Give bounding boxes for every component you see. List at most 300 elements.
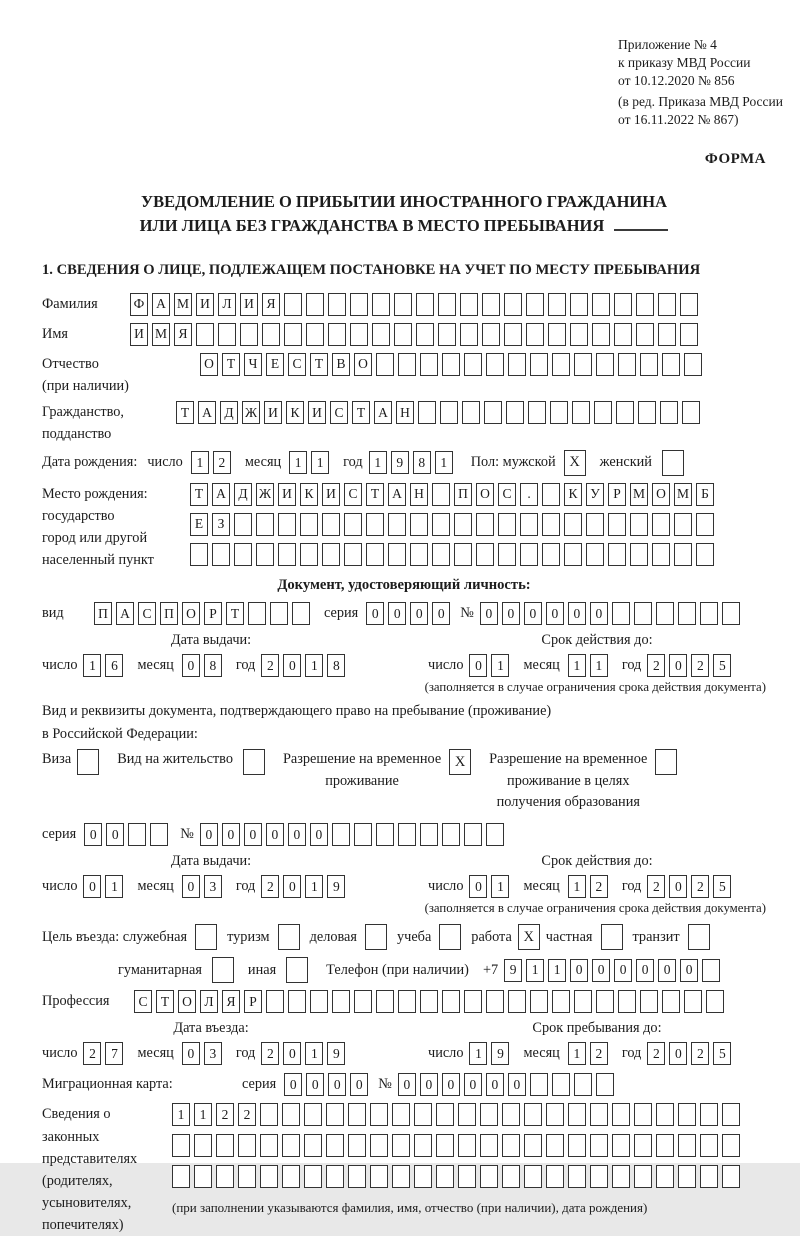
char-cell[interactable]: [564, 543, 582, 566]
char-cell[interactable]: Ж: [256, 483, 274, 506]
char-cell[interactable]: [432, 543, 450, 566]
char-cell[interactable]: Л: [218, 293, 236, 316]
char-cell[interactable]: [498, 513, 516, 536]
char-cell[interactable]: 0: [669, 1042, 687, 1065]
char-cell[interactable]: [278, 513, 296, 536]
char-cell[interactable]: [482, 323, 500, 346]
char-cell[interactable]: 0: [283, 654, 301, 677]
char-cell[interactable]: 3: [204, 875, 222, 898]
char-cell[interactable]: К: [564, 483, 582, 506]
char-cell[interactable]: [442, 990, 460, 1013]
char-cell[interactable]: [414, 1134, 432, 1157]
char-cell[interactable]: [388, 513, 406, 536]
char-cell[interactable]: [658, 323, 676, 346]
char-cell[interactable]: 1: [526, 959, 544, 982]
char-cell[interactable]: 0: [283, 875, 301, 898]
char-cell[interactable]: 0: [84, 823, 102, 846]
char-cell[interactable]: 1: [289, 451, 307, 474]
char-cell[interactable]: [248, 602, 266, 625]
char-cell[interactable]: [722, 1103, 740, 1126]
char-cell[interactable]: [332, 823, 350, 846]
char-cell[interactable]: [498, 543, 516, 566]
char-cell[interactable]: [238, 1165, 256, 1188]
char-cell[interactable]: Д: [220, 401, 238, 424]
char-cell[interactable]: 0: [420, 1073, 438, 1096]
temp-residence-checkbox[interactable]: X: [449, 749, 471, 775]
gender-male-checkbox[interactable]: X: [564, 450, 586, 476]
char-cell[interactable]: Д: [234, 483, 252, 506]
char-cell[interactable]: Р: [608, 483, 626, 506]
char-cell[interactable]: [414, 1165, 432, 1188]
char-cell[interactable]: [442, 353, 460, 376]
char-cell[interactable]: [542, 513, 560, 536]
char-cell[interactable]: [260, 1165, 278, 1188]
char-cell[interactable]: [288, 990, 306, 1013]
char-cell[interactable]: [662, 990, 680, 1013]
char-cell[interactable]: [256, 543, 274, 566]
char-cell[interactable]: С: [288, 353, 306, 376]
temp-residence-edu-checkbox[interactable]: [655, 749, 677, 775]
char-cell[interactable]: [240, 323, 258, 346]
char-cell[interactable]: 1: [548, 959, 566, 982]
char-cell[interactable]: [440, 401, 458, 424]
char-cell[interactable]: [376, 823, 394, 846]
char-cell[interactable]: [520, 543, 538, 566]
char-cell[interactable]: 0: [182, 1042, 200, 1065]
char-cell[interactable]: А: [152, 293, 170, 316]
char-cell[interactable]: [304, 1165, 322, 1188]
char-cell[interactable]: [326, 1103, 344, 1126]
char-cell[interactable]: 2: [213, 451, 231, 474]
char-cell[interactable]: [480, 1103, 498, 1126]
char-cell[interactable]: [484, 401, 502, 424]
char-cell[interactable]: [322, 543, 340, 566]
char-cell[interactable]: [506, 401, 524, 424]
char-cell[interactable]: [282, 1103, 300, 1126]
char-cell[interactable]: [322, 513, 340, 536]
char-cell[interactable]: Н: [396, 401, 414, 424]
char-cell[interactable]: [504, 293, 522, 316]
char-cell[interactable]: Т: [222, 353, 240, 376]
char-cell[interactable]: [552, 990, 570, 1013]
char-cell[interactable]: 5: [713, 654, 731, 677]
char-cell[interactable]: Т: [190, 483, 208, 506]
char-cell[interactable]: 2: [647, 1042, 665, 1065]
char-cell[interactable]: [568, 1134, 586, 1157]
char-cell[interactable]: [618, 353, 636, 376]
char-cell[interactable]: [370, 1103, 388, 1126]
char-cell[interactable]: [212, 543, 230, 566]
char-cell[interactable]: Е: [266, 353, 284, 376]
visa-checkbox[interactable]: [77, 749, 99, 775]
char-cell[interactable]: М: [174, 293, 192, 316]
char-cell[interactable]: 1: [568, 654, 586, 677]
char-cell[interactable]: 2: [216, 1103, 234, 1126]
purpose-study-checkbox[interactable]: [439, 924, 461, 950]
char-cell[interactable]: [636, 293, 654, 316]
char-cell[interactable]: [674, 543, 692, 566]
char-cell[interactable]: [436, 1134, 454, 1157]
char-cell[interactable]: [616, 401, 634, 424]
char-cell[interactable]: 2: [590, 875, 608, 898]
char-cell[interactable]: [194, 1134, 212, 1157]
char-cell[interactable]: Т: [310, 353, 328, 376]
char-cell[interactable]: Т: [176, 401, 194, 424]
char-cell[interactable]: 9: [491, 1042, 509, 1065]
char-cell[interactable]: 0: [508, 1073, 526, 1096]
char-cell[interactable]: П: [454, 483, 472, 506]
char-cell[interactable]: [458, 1165, 476, 1188]
char-cell[interactable]: [526, 293, 544, 316]
char-cell[interactable]: [700, 1165, 718, 1188]
char-cell[interactable]: [612, 1134, 630, 1157]
char-cell[interactable]: [348, 1134, 366, 1157]
char-cell[interactable]: [502, 1134, 520, 1157]
char-cell[interactable]: [282, 1134, 300, 1157]
char-cell[interactable]: [310, 990, 328, 1013]
char-cell[interactable]: [640, 353, 658, 376]
char-cell[interactable]: [656, 1103, 674, 1126]
char-cell[interactable]: [590, 1165, 608, 1188]
char-cell[interactable]: 0: [486, 1073, 504, 1096]
char-cell[interactable]: Б: [696, 483, 714, 506]
char-cell[interactable]: [658, 293, 676, 316]
purpose-private-checkbox[interactable]: [601, 924, 623, 950]
char-cell[interactable]: [660, 401, 678, 424]
char-cell[interactable]: 0: [244, 823, 262, 846]
char-cell[interactable]: [618, 990, 636, 1013]
char-cell[interactable]: [216, 1134, 234, 1157]
char-cell[interactable]: [586, 543, 604, 566]
char-cell[interactable]: [284, 323, 302, 346]
char-cell[interactable]: [546, 1103, 564, 1126]
char-cell[interactable]: [652, 543, 670, 566]
char-cell[interactable]: 2: [647, 875, 665, 898]
char-cell[interactable]: [414, 1103, 432, 1126]
char-cell[interactable]: 0: [658, 959, 676, 982]
char-cell[interactable]: [552, 1073, 570, 1096]
char-cell[interactable]: Е: [190, 513, 208, 536]
char-cell[interactable]: [590, 1134, 608, 1157]
char-cell[interactable]: [678, 1134, 696, 1157]
char-cell[interactable]: [460, 323, 478, 346]
char-cell[interactable]: У: [586, 483, 604, 506]
char-cell[interactable]: 1: [305, 1042, 323, 1065]
char-cell[interactable]: [574, 1073, 592, 1096]
char-cell[interactable]: И: [240, 293, 258, 316]
char-cell[interactable]: С: [134, 990, 152, 1013]
char-cell[interactable]: [612, 1165, 630, 1188]
char-cell[interactable]: [216, 1165, 234, 1188]
char-cell[interactable]: 0: [614, 959, 632, 982]
char-cell[interactable]: [486, 990, 504, 1013]
char-cell[interactable]: 0: [306, 1073, 324, 1096]
char-cell[interactable]: [684, 353, 702, 376]
char-cell[interactable]: [372, 293, 390, 316]
char-cell[interactable]: И: [130, 323, 148, 346]
char-cell[interactable]: 0: [464, 1073, 482, 1096]
char-cell[interactable]: В: [332, 353, 350, 376]
char-cell[interactable]: [548, 293, 566, 316]
char-cell[interactable]: 1: [194, 1103, 212, 1126]
char-cell[interactable]: О: [182, 602, 200, 625]
char-cell[interactable]: А: [374, 401, 392, 424]
char-cell[interactable]: [460, 293, 478, 316]
char-cell[interactable]: .: [520, 483, 538, 506]
char-cell[interactable]: [306, 323, 324, 346]
char-cell[interactable]: 1: [369, 451, 387, 474]
char-cell[interactable]: [564, 513, 582, 536]
char-cell[interactable]: 1: [105, 875, 123, 898]
char-cell[interactable]: Т: [156, 990, 174, 1013]
char-cell[interactable]: [574, 990, 592, 1013]
char-cell[interactable]: [678, 602, 696, 625]
char-cell[interactable]: [420, 990, 438, 1013]
char-cell[interactable]: [680, 293, 698, 316]
char-cell[interactable]: 1: [305, 654, 323, 677]
char-cell[interactable]: [458, 1103, 476, 1126]
char-cell[interactable]: 1: [590, 654, 608, 677]
char-cell[interactable]: А: [116, 602, 134, 625]
char-cell[interactable]: И: [264, 401, 282, 424]
char-cell[interactable]: [326, 1134, 344, 1157]
char-cell[interactable]: К: [286, 401, 304, 424]
char-cell[interactable]: 0: [350, 1073, 368, 1096]
char-cell[interactable]: [530, 353, 548, 376]
char-cell[interactable]: [388, 543, 406, 566]
char-cell[interactable]: [502, 1165, 520, 1188]
char-cell[interactable]: О: [200, 353, 218, 376]
char-cell[interactable]: [418, 401, 436, 424]
char-cell[interactable]: [442, 823, 460, 846]
char-cell[interactable]: [630, 543, 648, 566]
char-cell[interactable]: [436, 1103, 454, 1126]
char-cell[interactable]: [328, 293, 346, 316]
char-cell[interactable]: 2: [691, 875, 709, 898]
char-cell[interactable]: [462, 401, 480, 424]
char-cell[interactable]: 0: [310, 823, 328, 846]
char-cell[interactable]: [722, 1165, 740, 1188]
char-cell[interactable]: [282, 1165, 300, 1188]
char-cell[interactable]: 2: [261, 654, 279, 677]
char-cell[interactable]: [476, 513, 494, 536]
char-cell[interactable]: С: [330, 401, 348, 424]
char-cell[interactable]: 9: [327, 1042, 345, 1065]
char-cell[interactable]: [524, 1134, 542, 1157]
char-cell[interactable]: М: [152, 323, 170, 346]
char-cell[interactable]: 0: [592, 959, 610, 982]
char-cell[interactable]: [260, 1134, 278, 1157]
char-cell[interactable]: О: [354, 353, 372, 376]
char-cell[interactable]: [350, 293, 368, 316]
char-cell[interactable]: [172, 1165, 190, 1188]
char-cell[interactable]: [464, 990, 482, 1013]
char-cell[interactable]: 0: [388, 602, 406, 625]
char-cell[interactable]: 0: [328, 1073, 346, 1096]
char-cell[interactable]: [128, 823, 146, 846]
gender-female-checkbox[interactable]: [662, 450, 684, 476]
char-cell[interactable]: [652, 513, 670, 536]
char-cell[interactable]: [586, 513, 604, 536]
char-cell[interactable]: [696, 543, 714, 566]
char-cell[interactable]: Л: [200, 990, 218, 1013]
char-cell[interactable]: 0: [366, 602, 384, 625]
char-cell[interactable]: [682, 401, 700, 424]
char-cell[interactable]: [486, 823, 504, 846]
char-cell[interactable]: [304, 1103, 322, 1126]
char-cell[interactable]: [634, 1103, 652, 1126]
residence-permit-checkbox[interactable]: [243, 749, 265, 775]
char-cell[interactable]: [262, 323, 280, 346]
char-cell[interactable]: [278, 543, 296, 566]
char-cell[interactable]: [432, 483, 450, 506]
char-cell[interactable]: [344, 513, 362, 536]
char-cell[interactable]: [702, 959, 720, 982]
purpose-work-checkbox[interactable]: X: [518, 924, 540, 950]
char-cell[interactable]: [608, 513, 626, 536]
char-cell[interactable]: [190, 543, 208, 566]
char-cell[interactable]: [436, 1165, 454, 1188]
char-cell[interactable]: 8: [413, 451, 431, 474]
char-cell[interactable]: [546, 1134, 564, 1157]
char-cell[interactable]: [700, 1134, 718, 1157]
char-cell[interactable]: [370, 1165, 388, 1188]
char-cell[interactable]: [464, 353, 482, 376]
char-cell[interactable]: [392, 1134, 410, 1157]
char-cell[interactable]: [590, 1103, 608, 1126]
char-cell[interactable]: 9: [391, 451, 409, 474]
char-cell[interactable]: [398, 353, 416, 376]
char-cell[interactable]: [480, 1165, 498, 1188]
char-cell[interactable]: 0: [669, 875, 687, 898]
char-cell[interactable]: [572, 401, 590, 424]
char-cell[interactable]: 1: [435, 451, 453, 474]
char-cell[interactable]: 0: [284, 1073, 302, 1096]
char-cell[interactable]: 0: [480, 602, 498, 625]
char-cell[interactable]: [284, 293, 302, 316]
char-cell[interactable]: [266, 990, 284, 1013]
char-cell[interactable]: [196, 323, 214, 346]
purpose-humanitarian-checkbox[interactable]: [212, 957, 234, 983]
char-cell[interactable]: 5: [713, 875, 731, 898]
char-cell[interactable]: 8: [204, 654, 222, 677]
char-cell[interactable]: 9: [327, 875, 345, 898]
char-cell[interactable]: [570, 323, 588, 346]
char-cell[interactable]: Т: [352, 401, 370, 424]
char-cell[interactable]: [546, 1165, 564, 1188]
char-cell[interactable]: [464, 823, 482, 846]
char-cell[interactable]: 6: [105, 654, 123, 677]
char-cell[interactable]: [574, 353, 592, 376]
char-cell[interactable]: [706, 990, 724, 1013]
char-cell[interactable]: 7: [105, 1042, 123, 1065]
char-cell[interactable]: [458, 1134, 476, 1157]
char-cell[interactable]: [656, 602, 674, 625]
char-cell[interactable]: [662, 353, 680, 376]
char-cell[interactable]: [596, 1073, 614, 1096]
char-cell[interactable]: [634, 1134, 652, 1157]
char-cell[interactable]: [410, 543, 428, 566]
char-cell[interactable]: 2: [691, 654, 709, 677]
char-cell[interactable]: [150, 823, 168, 846]
char-cell[interactable]: [332, 990, 350, 1013]
char-cell[interactable]: [420, 823, 438, 846]
char-cell[interactable]: [614, 323, 632, 346]
char-cell[interactable]: [370, 1134, 388, 1157]
char-cell[interactable]: [634, 1165, 652, 1188]
char-cell[interactable]: [656, 1134, 674, 1157]
char-cell[interactable]: 0: [398, 1073, 416, 1096]
char-cell[interactable]: [520, 513, 538, 536]
purpose-official-checkbox[interactable]: [195, 924, 217, 950]
char-cell[interactable]: 1: [83, 654, 101, 677]
char-cell[interactable]: [372, 323, 390, 346]
char-cell[interactable]: 0: [200, 823, 218, 846]
char-cell[interactable]: [260, 1103, 278, 1126]
char-cell[interactable]: 9: [504, 959, 522, 982]
char-cell[interactable]: [394, 323, 412, 346]
char-cell[interactable]: 0: [106, 823, 124, 846]
char-cell[interactable]: [508, 990, 526, 1013]
char-cell[interactable]: 0: [669, 654, 687, 677]
char-cell[interactable]: [486, 353, 504, 376]
char-cell[interactable]: [218, 323, 236, 346]
char-cell[interactable]: 2: [590, 1042, 608, 1065]
char-cell[interactable]: [326, 1165, 344, 1188]
char-cell[interactable]: [608, 543, 626, 566]
char-cell[interactable]: [638, 401, 656, 424]
char-cell[interactable]: [542, 543, 560, 566]
char-cell[interactable]: С: [344, 483, 362, 506]
char-cell[interactable]: [630, 513, 648, 536]
char-cell[interactable]: [700, 1103, 718, 1126]
char-cell[interactable]: Т: [366, 483, 384, 506]
char-cell[interactable]: [542, 483, 560, 506]
char-cell[interactable]: [416, 323, 434, 346]
char-cell[interactable]: [392, 1103, 410, 1126]
char-cell[interactable]: [480, 1134, 498, 1157]
purpose-business-checkbox[interactable]: [365, 924, 387, 950]
char-cell[interactable]: К: [300, 483, 318, 506]
char-cell[interactable]: [376, 353, 394, 376]
char-cell[interactable]: 2: [261, 1042, 279, 1065]
char-cell[interactable]: [568, 1165, 586, 1188]
char-cell[interactable]: П: [94, 602, 112, 625]
char-cell[interactable]: И: [308, 401, 326, 424]
char-cell[interactable]: Ж: [242, 401, 260, 424]
char-cell[interactable]: [292, 602, 310, 625]
char-cell[interactable]: [678, 1165, 696, 1188]
char-cell[interactable]: 2: [647, 654, 665, 677]
char-cell[interactable]: [328, 323, 346, 346]
char-cell[interactable]: [234, 543, 252, 566]
char-cell[interactable]: [530, 990, 548, 1013]
char-cell[interactable]: 2: [261, 875, 279, 898]
char-cell[interactable]: [348, 1165, 366, 1188]
char-cell[interactable]: [700, 602, 718, 625]
char-cell[interactable]: [640, 990, 658, 1013]
char-cell[interactable]: [394, 293, 412, 316]
char-cell[interactable]: 0: [432, 602, 450, 625]
char-cell[interactable]: [634, 602, 652, 625]
char-cell[interactable]: 0: [502, 602, 520, 625]
char-cell[interactable]: 8: [327, 654, 345, 677]
char-cell[interactable]: [238, 1134, 256, 1157]
char-cell[interactable]: [454, 543, 472, 566]
purpose-other-checkbox[interactable]: [286, 957, 308, 983]
char-cell[interactable]: [636, 323, 654, 346]
char-cell[interactable]: 2: [691, 1042, 709, 1065]
